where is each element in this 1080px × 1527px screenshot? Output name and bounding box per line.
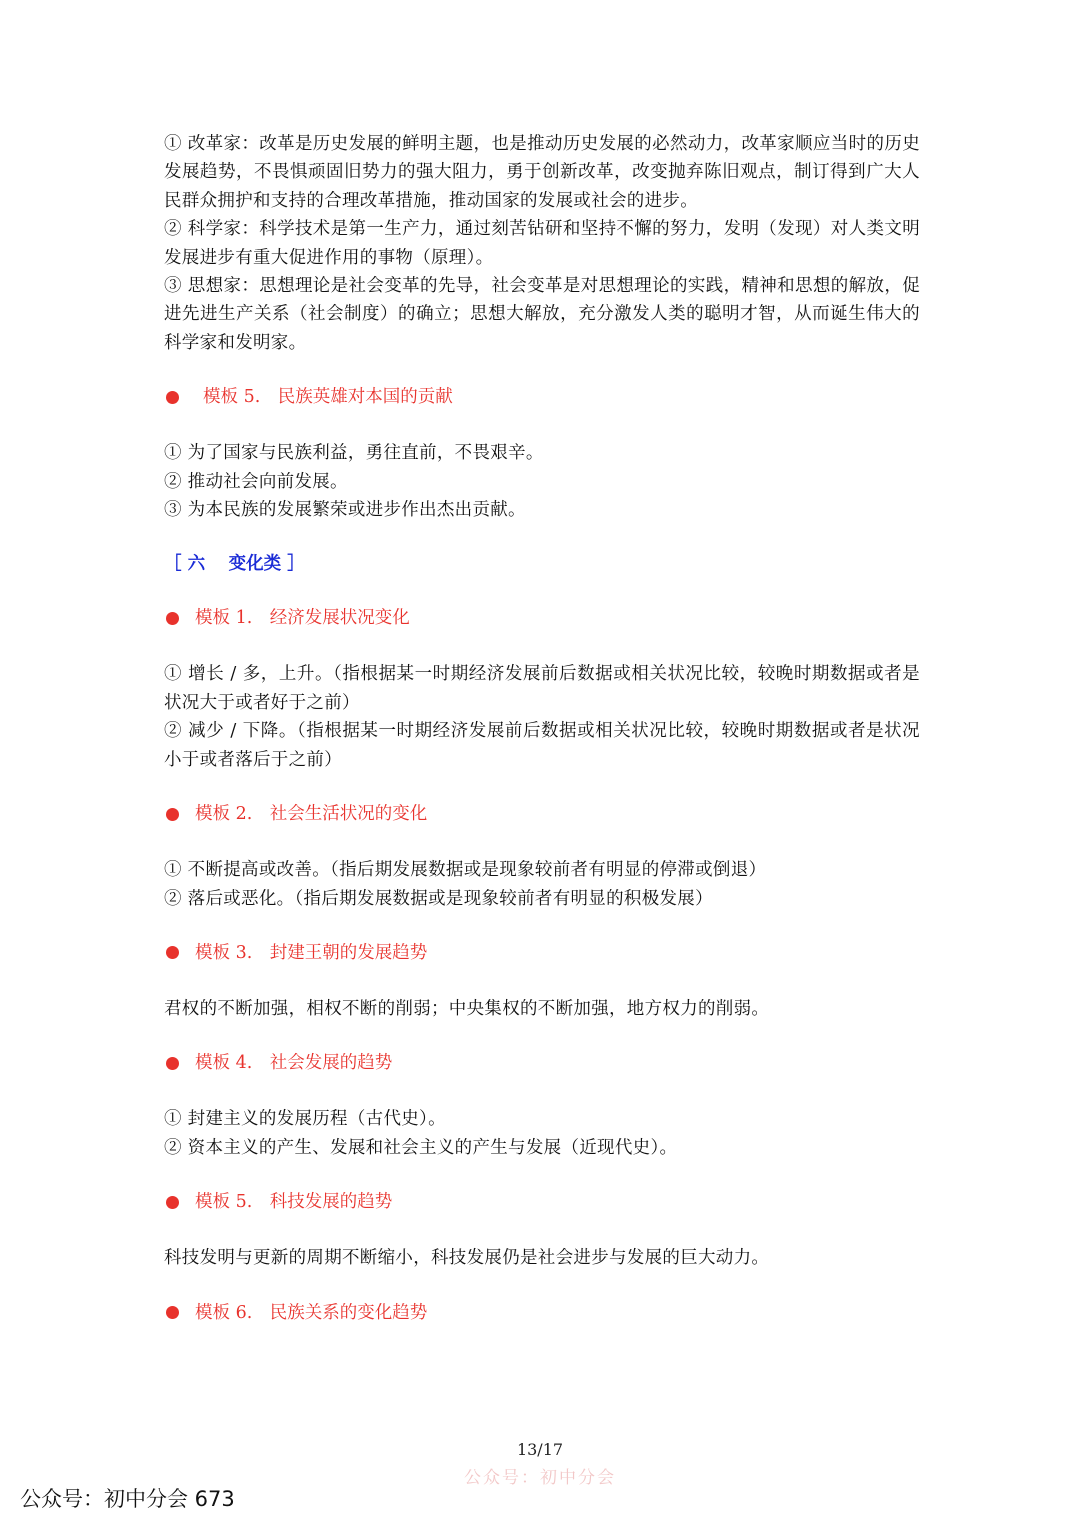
- bullet-dot-icon: [166, 391, 179, 404]
- heading-template-3: [164, 939, 920, 967]
- heading-text: 模板 1. 经济发展状况变化: [195, 608, 410, 629]
- heading-text: 模板 5. 民族英雄对本国的贡献: [203, 387, 453, 408]
- list-item: ① 为了国家与民族利益，勇往直前，不畏艰辛。: [164, 443, 544, 464]
- heading-template-6: [164, 1299, 920, 1327]
- bullet-dot-icon: [166, 946, 179, 959]
- heading-text: 模板 4. 社会发展的趋势: [195, 1053, 393, 1074]
- heading-text: 模板 2. 社会生活状况的变化: [195, 804, 428, 825]
- bullet-dot-icon: [166, 612, 179, 625]
- heading-template-5: [164, 1188, 920, 1216]
- heading-template-4: [164, 1049, 920, 1077]
- paragraph: 君权的不断加强，相权不断的削弱；中央集权的不断加强，地方权力的削弱。: [164, 998, 770, 1019]
- heading-template-2: [164, 800, 920, 828]
- page-number: 13/17: [516, 1440, 564, 1459]
- paragraph: 科技发明与更新的周期不断缩小，科技发展仍是社会进步与发展的巨大动力。: [164, 1248, 770, 1269]
- paragraph-reformer: ① 改革家：改革是历史发展的鲜明主题，也是推动历史发展的必然动力，改革家顺应当时的历史发展趋势，不畏惧顽固旧势力的强大阻力，勇于创新改革，改变抛弃陈旧观点，制订得到广大人民群众拥护和支持的合理改革措施，推动国家的发展或社会的进步。: [164, 134, 920, 211]
- list-item: ① 不断提高或改善。（指后期发展数据或是现象较前者有明显的停滞或倒退）: [164, 860, 767, 881]
- heading-text: 模板 3. 封建王朝的发展趋势: [195, 942, 428, 963]
- bullet-dot-icon: [166, 1196, 179, 1209]
- section-title-changes: ［ 六 变化类 ］: [164, 554, 305, 575]
- list-item: ② 减少 / 下降。（指根据某一时期经济发展前后数据或相关状况比较，较晚时期数据或者是状况小于或者落后于之前）: [164, 721, 920, 770]
- heading-template-1: [164, 604, 920, 632]
- heading-text: 模板 6. 民族关系的变化趋势: [195, 1302, 428, 1323]
- list-item: ② 资本主义的产生、发展和社会主义的产生与发展（近现代史）。: [164, 1137, 678, 1158]
- paragraph-thinker: ③ 思想家：思想理论是社会变革的先导，社会变革是对思想理论的实践，精神和思想的解放，促进先进生产关系（社会制度）的确立；思想大解放，充分激发人类的聪明才智，从而诞生伟大的科学家和发明家。: [164, 276, 920, 353]
- paragraph-scientist: ② 科学家：科学技术是第一生产力，通过刻苦钻研和坚持不懈的努力，发明（发现）对人类文明发展进步有重大促进作用的事物（原理）。: [164, 219, 920, 268]
- heading-text: 模板 5. 科技发展的趋势: [195, 1192, 393, 1213]
- watermark-bottom: 公众号：初中分会 673: [20, 1487, 235, 1511]
- bullet-dot-icon: [166, 1306, 179, 1319]
- watermark-light: 公众号：初中分会: [464, 1468, 616, 1488]
- list-item: ① 增长 / 多，上升。（指根据某一时期经济发展前后数据或相关状况比较，较晚时期数据或者是状况大于或者好于之前）: [164, 664, 920, 713]
- bullet-dot-icon: [166, 808, 179, 821]
- bullet-dot-icon: [166, 1057, 179, 1070]
- list-item: ② 落后或恶化。（指后期发展数据或是现象较前者有明显的积极发展）: [164, 888, 713, 909]
- list-item: ① 封建主义的发展历程（古代史）。: [164, 1109, 446, 1130]
- list-item: ③ 为本民族的发展繁荣或进步作出杰出贡献。: [164, 500, 526, 521]
- heading-template-5-heroes: [164, 383, 920, 411]
- document-body: [164, 130, 920, 1327]
- list-item: ② 推动社会向前发展。: [164, 471, 348, 492]
